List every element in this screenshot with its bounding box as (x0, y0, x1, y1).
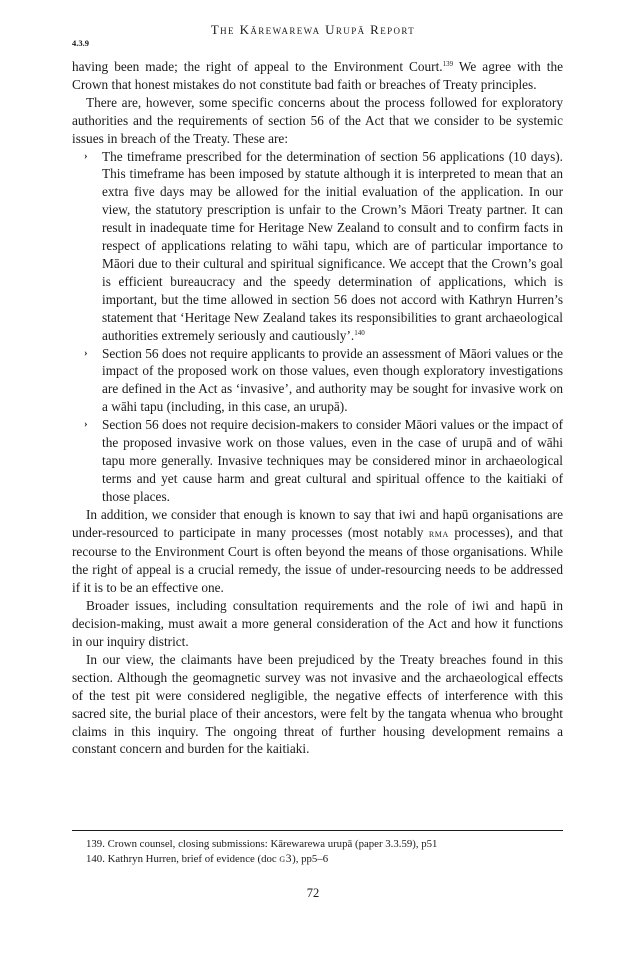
footnote-140-text-end: ), pp5–6 (292, 852, 329, 865)
bullet-item-decision-makers (84, 416, 563, 506)
paragraph-3-text: In addition, we consider that enough is known to say that iwi and hapū organisations are under-resourced to participate in many processes (most notably (72, 506, 563, 540)
paragraph-3 (72, 506, 563, 598)
footnote-140-text: 140. Kathryn Hurren, brief of evidence (doc (86, 852, 280, 865)
running-title: The Kārewarewa Urupā Report (210, 22, 416, 37)
footnote-ref-140[interactable]: 140 (354, 328, 365, 337)
bullet-text: The timeframe prescribed for the determination of section 56 applications (10 days). This timeframe has been imposed by statute although it is interpreted to mean that an extra five days may be allowed for the initial evaluation of the application. In our view, the statutory prescription is unfair to the Crown’s Māori Treaty partner. It can result in inadequate time for Heritage New Zealand to consult and to confirm facts in respect of applications relating to wāhi tapu, which are of particular importance to Māori due to their cultural and spiritual significance. We accept that the Crown’s goal is efficient bureaucracy and the speedy determination of applications, which is important, but the time allowed in section 56 does not accord with Kathryn Hurren’s statement that ‘Heritage New Zealand takes its responsibilities to grant archaeological authorities extremely seriously and cautiously’. (102, 148, 563, 343)
paragraph-1-text: having been made; the right of appeal to the Environment Court. (72, 59, 443, 74)
bullet-item-applicants (84, 345, 563, 417)
footnote-divider (72, 830, 563, 831)
paragraph-3-text-end: processes), and that recourse to the Environment Court is often beyond the means of those organisations. While the right of appeal is a crucial remedy, the issue of under-resourcing needs to be addressed if it is to be an effective one. (72, 524, 563, 596)
paragraph-5: In our view, the claimants have been prejudiced by the Treaty breaches found in this section. Although the geomagnetic survey was not invasive and the archaeological effects of the test pit were considered negligible, the negative effects of interference with this sacred site, the burial place of their ancestors, were felt by the tangata whenua who brought claims in this inquiry. The ongoing threat of further housing development remains a constant concern and burden for the kaitiaki. (72, 651, 563, 757)
body-text (72, 58, 563, 758)
paragraph-1 (72, 58, 563, 94)
bullet-list (72, 148, 563, 506)
bullet-marker: › (84, 149, 88, 162)
bullet-text: Section 56 does not require decision-makers to consider Māori values or the impact of the proposed invasive work on those values, even in the case of urupā and of wāhi tapu more generally. Invasive techniques may be considered minor in archaeological terms and yet cause harm and great cultural and spiritual offence to the kaitiaki of those places. (102, 417, 563, 504)
bullet-marker: › (84, 418, 88, 431)
bullet-marker: › (84, 346, 88, 359)
paragraph-1-text-end: We agree with the Crown that honest mistakes do not constitute bad faith or breaches of Treaty principles. (72, 59, 563, 92)
bullet-text: Section 56 does not require applicants to provide an assessment of Māori values or the impact of the proposed work on those values, even though exploratory investigations are defined in the Act as ‘invasive’, and authority may be sought for invasive work on a wāhi tapu (including, in this case, an urupā). (102, 345, 563, 415)
rma-abbreviation: rma (428, 527, 449, 540)
footnote-139: 139. Crown counsel, closing submissions: Kārewarewa urupā (paper 3.3.59), p51 (86, 838, 438, 850)
paragraph-2: There are, however, some specific concerns about the process followed for exploratory authorities and the requirements of section 56 of the Act that we consider to be systemic issues in breach of the Treaty. These are: (72, 94, 563, 146)
footnotes (86, 837, 556, 866)
paragraph-4: Broader issues, including consultation requirements and the role of iwi and hapū in decision-making, must await a more general consideration of the Act and how it functions in our inquiry district. (72, 598, 563, 649)
section-number: 4.3.9 (72, 38, 89, 48)
document-code: g3 (279, 852, 293, 865)
footnote-ref-139[interactable]: 139 (442, 60, 454, 68)
page-number: 72 (306, 886, 320, 900)
bullet-item-timeframe (84, 148, 563, 345)
footnote-140 (86, 852, 556, 867)
